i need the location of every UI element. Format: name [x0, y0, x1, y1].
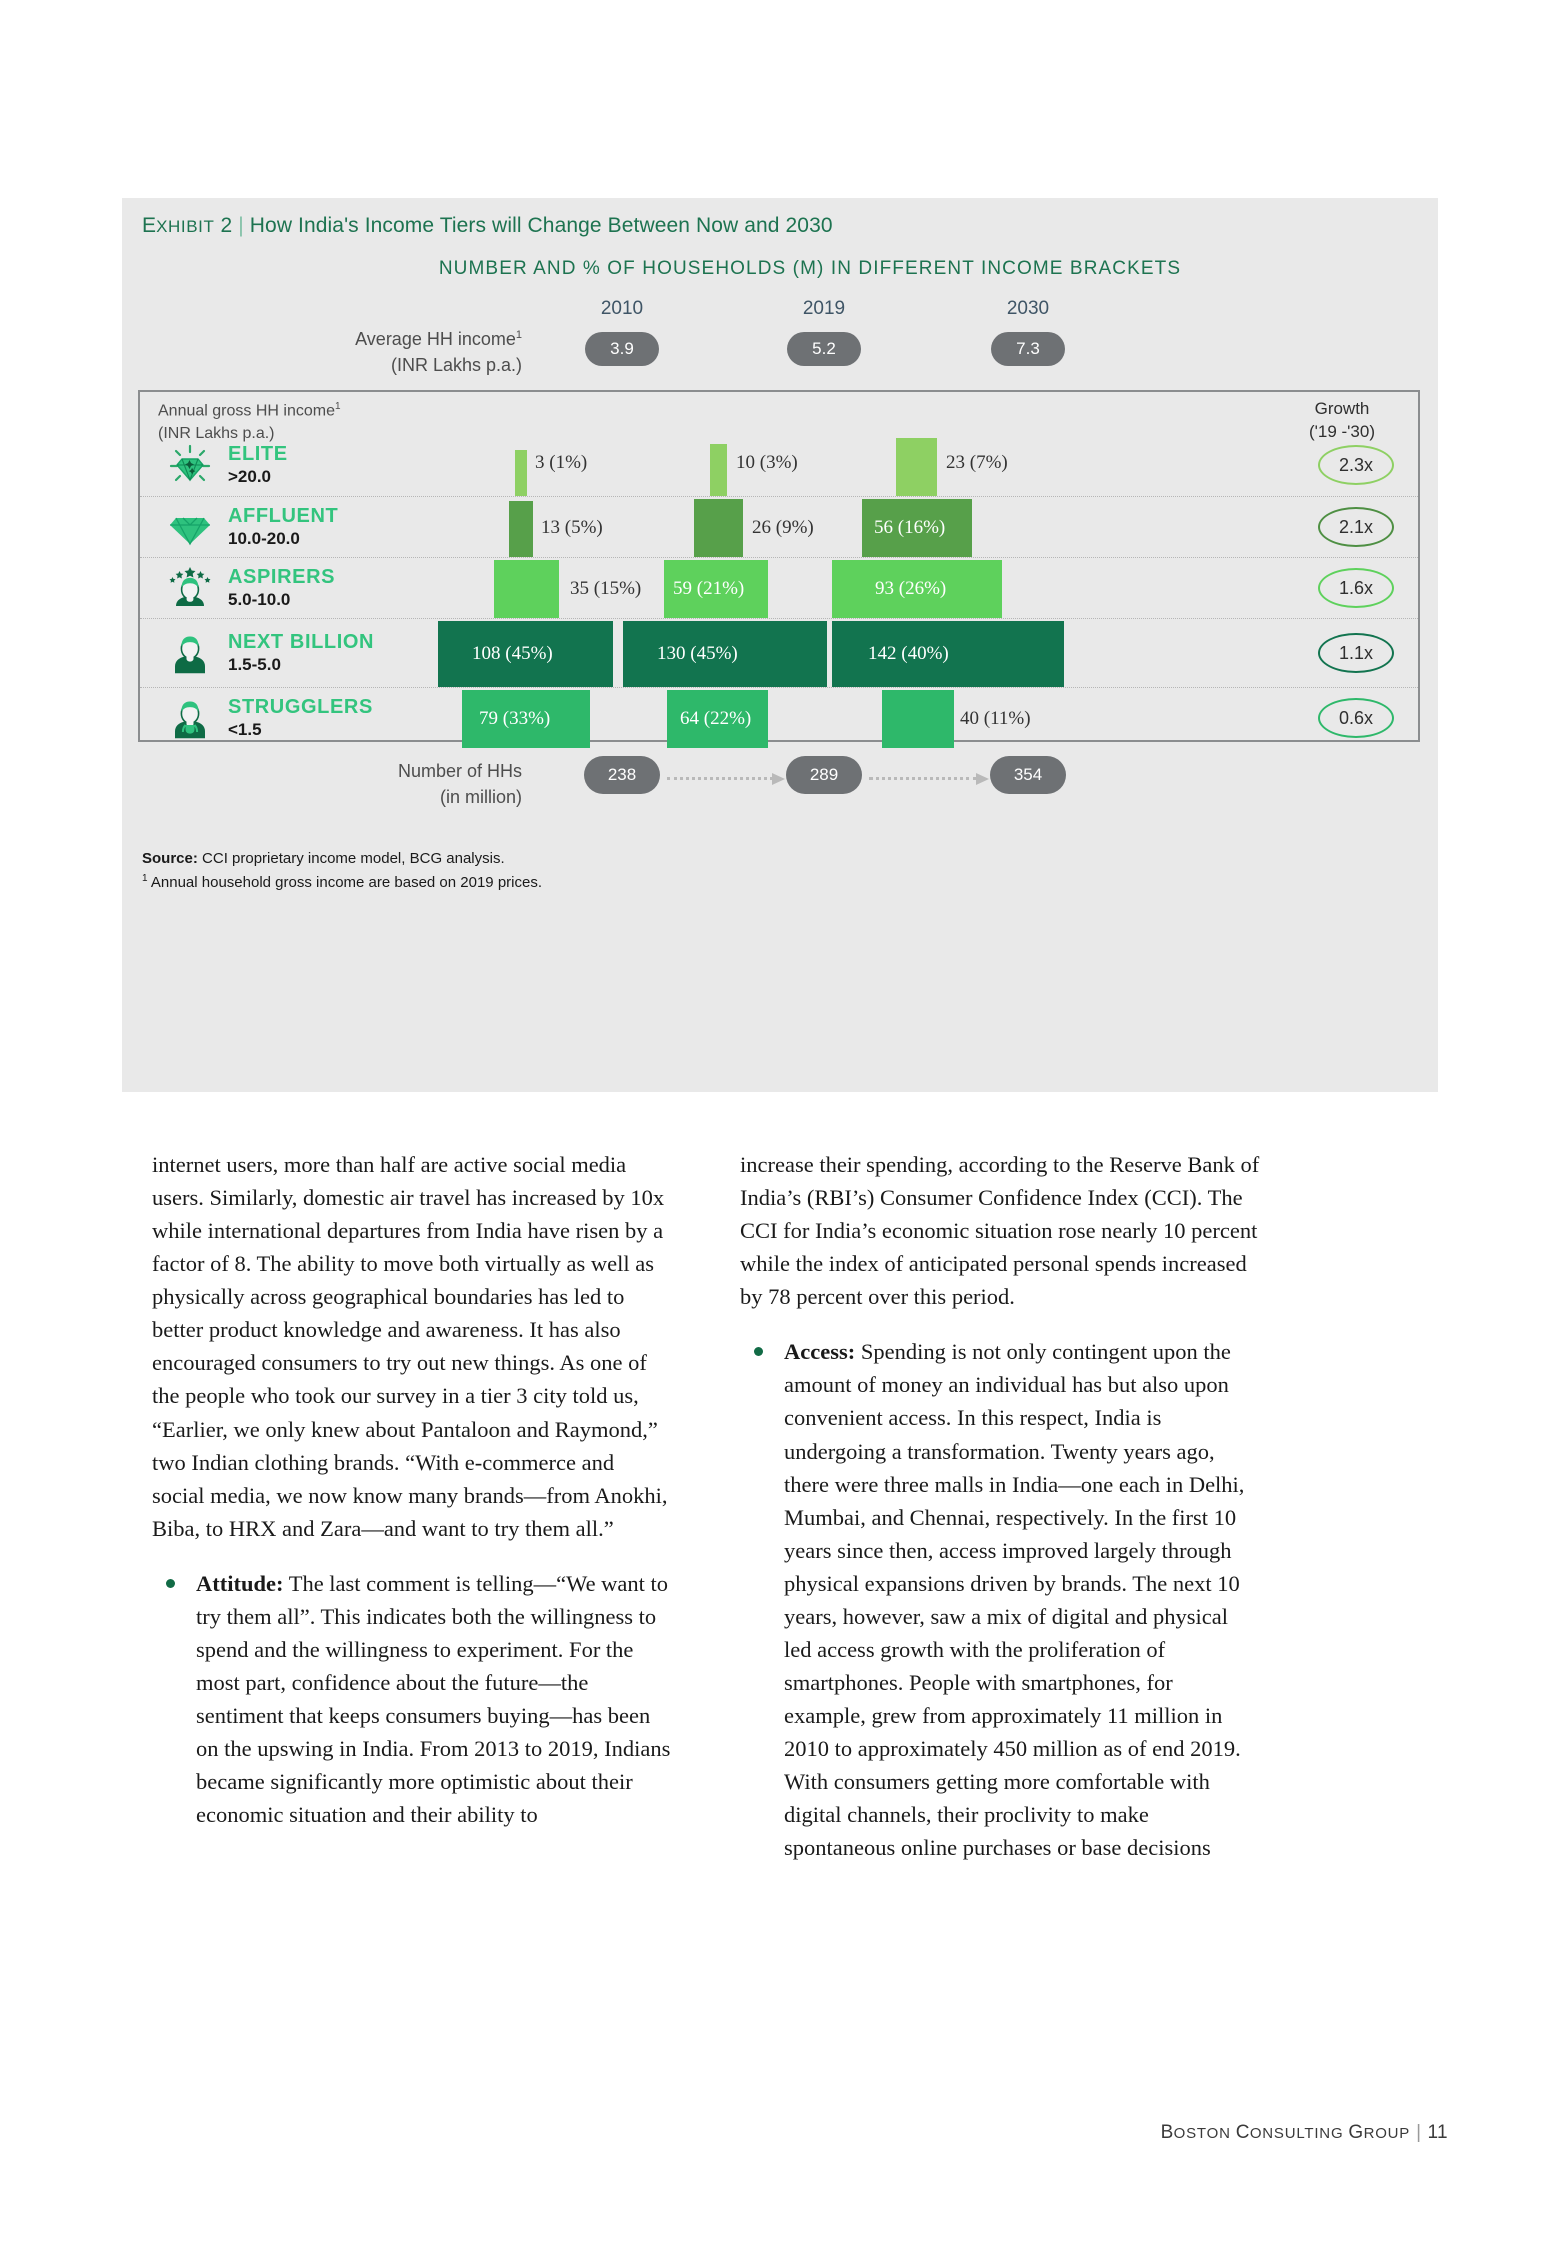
hh-label-line1: Number of HHs: [397, 761, 522, 781]
exhibit-subtitle: NUMBER AND % OF HOUSEHOLDS (M) IN DIFFERENT INCOME BRACKETS: [438, 258, 1182, 279]
exhibit-panel: [122, 198, 1438, 1092]
bar-affluent-2010: [509, 501, 533, 557]
hh-total-pill-2019: 289: [786, 756, 862, 794]
tier-row-strugglers: [140, 687, 1418, 748]
bullet-access-text: Spending is not only contingent upon the amount of money an individual has but also upon convenient access. In this respect, India is undergoing a transformation. Twenty years ago, there were three malls in India—one each in Delhi, Mumbai, and Chennai, respectively. In the first 10 years since then, access improved largely through physical expansions driven by brands. The next 10 years, however, saw a mix of digital and physical led access growth with the proliferation of smartphones. People with smartphones, for example, grew from approximately 11 million in 2010 to approximately 450 million as of end 2019. With consumers getting more comfortable with digital channels, their proclivity to make spontaneous online purchases or base decisions: [784, 1339, 1245, 1861]
growth-badge-affluent: 2.1x: [1318, 507, 1394, 547]
households-total-row: [122, 758, 1438, 814]
source-note: [142, 848, 542, 894]
footer-separator: |: [1416, 2122, 1422, 2143]
bar-label-strugglers-2019: 64 (22%): [680, 708, 752, 729]
bar-label-next-billion-2010: 108 (45%): [472, 643, 553, 664]
footer-onsulting: ONSULTING: [1249, 2125, 1349, 2142]
bar-label-strugglers-2010: 79 (33%): [479, 708, 551, 729]
avg-income-line2: (INR Lakhs p.a.): [390, 355, 522, 376]
growth-badge-strugglers: 0.6x: [1318, 698, 1394, 738]
hh-label-line2: (in million): [439, 787, 522, 808]
exhibit-title: [142, 214, 833, 238]
avg-income-pill-2030: 7.3: [991, 332, 1065, 366]
hh-arrow-2010-2019: [667, 773, 785, 783]
bar-strugglers-2030: [882, 690, 954, 748]
annual-income-footnote-marker: 1: [334, 401, 341, 412]
footer-c: C: [1235, 2122, 1250, 2143]
bar-elite-2019: [710, 444, 727, 496]
tier-text-strugglers: [228, 696, 373, 740]
bar-label-next-billion-2030: 142 (40%): [868, 643, 949, 664]
year-label-2019: 2019: [802, 298, 846, 319]
tier-text-elite: [228, 443, 288, 487]
tier-range-strugglers: <1.5: [228, 719, 262, 739]
year-label-2010: 2010: [600, 298, 644, 319]
tier-text-affluent: [228, 505, 338, 549]
tier-row-next-billion: [140, 618, 1418, 687]
body-column-right: [740, 1148, 1260, 1886]
footer-org-name: [1161, 2122, 1411, 2143]
tier-text-next-billion: [228, 631, 374, 675]
growth-header-line1: Growth: [1314, 399, 1370, 418]
bullet-attitude-label: Attitude:: [196, 1570, 284, 1596]
footnote-marker: 1: [142, 872, 148, 884]
tier-info-aspirers: [160, 558, 335, 618]
growth-badge-next-billion: 1.1x: [1318, 633, 1394, 673]
tier-range-next-billion: 1.5-5.0: [228, 654, 281, 674]
growth-badge-elite: 2.3x: [1318, 445, 1394, 485]
tier-info-affluent: [160, 497, 338, 557]
footnote-text: Annual household gross income are based on 2019 prices.: [147, 873, 542, 891]
bar-label-affluent-2030: 56 (16%): [874, 517, 946, 538]
tier-range-elite: >20.0: [228, 466, 272, 486]
footer-g: G: [1348, 2122, 1364, 2143]
exhibit-title-divider: |: [238, 214, 244, 237]
year-header-row: [122, 298, 1438, 388]
bullet-dot-icon: [754, 1347, 763, 1356]
paragraph-right-1: increase their spending, according to the Reserve Bank of India’s (RBI’s) Consumer Confidence Index (CCI). The CCI for India’s economic situation rose nearly 10 percent while the index of anticipated personal spends increased by 78 percent over this period.: [740, 1152, 1260, 1310]
bar-affluent-2019: [694, 499, 743, 557]
tier-name-strugglers: STRUGGLERS: [228, 695, 373, 718]
average-hh-income-label: [162, 326, 522, 378]
chart-frame: [138, 390, 1420, 742]
bar-elite-2030: [896, 438, 937, 496]
bar-label-strugglers-2030: 40 (11%): [960, 708, 1031, 729]
growth-badge-aspirers: 1.6x: [1318, 568, 1394, 608]
bullet-access: [740, 1335, 1260, 1864]
hh-arrow-head-1: [772, 773, 785, 785]
page-footer: [0, 2122, 1560, 2144]
exhibit-eyebrow-lead: E: [142, 214, 157, 237]
bar-elite-2010: [515, 450, 527, 496]
bar-label-aspirers-2010: 35 (15%): [570, 578, 642, 599]
person-apron-icon: [160, 692, 220, 744]
tier-text-aspirers: [228, 566, 335, 610]
bullet-attitude-text: The last comment is telling—“We want to try them all”. This indicates both the willingness to spend and the willingness to experiment. For the most part, confidence about the future—the sentiment that keeps consumers buying—has been on the upswing in India. From 2013 to 2019, Indians became significantly more optimistic about their economic situation and their ability to: [196, 1570, 671, 1828]
diamond-icon: [160, 501, 220, 553]
source-label: Source:: [142, 850, 198, 867]
tier-row-elite: [140, 434, 1418, 496]
growth-header-line2: ('19 -'30): [1308, 421, 1376, 441]
tier-info-strugglers: [160, 688, 373, 748]
hh-arrow-2019-2030: [869, 773, 989, 783]
avg-income-line1: Average HH income: [355, 329, 516, 349]
sparkling-diamond-icon: [160, 439, 220, 491]
footer-oston: OSTON: [1173, 2125, 1236, 2142]
exhibit-number: 2: [220, 214, 233, 237]
bar-label-next-billion-2019: 130 (45%): [657, 643, 738, 664]
tier-name-next-billion: NEXT BILLION: [228, 630, 375, 653]
bullet-access-label: Access:: [784, 1339, 856, 1365]
tier-row-aspirers: [140, 557, 1418, 618]
bar-label-aspirers-2030: 93 (26%): [875, 578, 947, 599]
exhibit-title-text: How India's Income Tiers will Change Between Now and 2030: [249, 214, 833, 237]
footer-b: B: [1160, 2122, 1174, 2143]
tier-name-aspirers: ASPIRERS: [228, 565, 336, 588]
year-label-2030: 2030: [1006, 298, 1050, 319]
hh-total-pill-2030: 354: [990, 756, 1066, 794]
tier-info-elite: [160, 434, 288, 496]
page-number: 11: [1427, 2122, 1448, 2143]
footer-roup: ROUP: [1363, 2125, 1411, 2142]
exhibit-eyebrow-small: XHIBIT: [156, 217, 215, 236]
bar-label-elite-2019: 10 (3%): [736, 452, 798, 473]
bar-label-elite-2010: 3 (1%): [535, 452, 588, 473]
tier-name-affluent: AFFLUENT: [228, 504, 339, 527]
hh-arrow-line-2: [869, 777, 977, 780]
source-text: CCI proprietary income model, BCG analysis.: [197, 850, 505, 867]
hh-arrow-line-1: [667, 777, 773, 780]
person-stars-icon: [160, 562, 220, 614]
annual-income-line1: Annual gross HH income: [158, 402, 335, 420]
bullet-dot-icon: [166, 1579, 175, 1588]
avg-income-pill-2019: 5.2: [787, 332, 861, 366]
tier-range-affluent: 10.0-20.0: [228, 528, 300, 548]
annual-income-line2: (INR Lakhs p.a.): [158, 424, 275, 442]
bar-label-affluent-2019: 26 (9%): [752, 517, 814, 538]
tier-info-next-billion: [160, 619, 374, 687]
bullet-attitude: [152, 1567, 672, 1832]
tier-name-elite: ELITE: [228, 442, 288, 465]
tier-range-aspirers: 5.0-10.0: [228, 589, 291, 609]
bar-label-affluent-2010: 13 (5%): [541, 517, 603, 538]
households-total-label: [162, 758, 522, 810]
bar-aspirers-2010: [494, 560, 559, 618]
avg-income-footnote-marker: 1: [515, 329, 522, 341]
tier-rows: [140, 434, 1418, 748]
bar-label-aspirers-2019: 59 (21%): [673, 578, 745, 599]
bar-label-elite-2030: 23 (7%): [946, 452, 1008, 473]
tier-row-affluent: [140, 496, 1418, 557]
body-column-left: [152, 1148, 672, 1853]
person-icon: [160, 627, 220, 679]
hh-arrow-head-2: [976, 773, 989, 785]
hh-total-pill-2010: 238: [584, 756, 660, 794]
paragraph-left-1: internet users, more than half are active social media users. Similarly, domestic air travel has increased by 10x while international departures from India have risen by a factor of 8. The ability to move both virtually as well as physically across geographical boundaries has led to better product knowledge and awareness. It has also encouraged consumers to try out new things. As one of the people who took our survey in a tier 3 city told us, “Earlier, we only knew about Pantaloon and Raymond,” two Indian clothing brands. “With e-commerce and social media, we now know many brands—from Anokhi, Biba, to HRX and Zara—and want to try them all.”: [152, 1152, 668, 1541]
avg-income-pill-2010: 3.9: [585, 332, 659, 366]
